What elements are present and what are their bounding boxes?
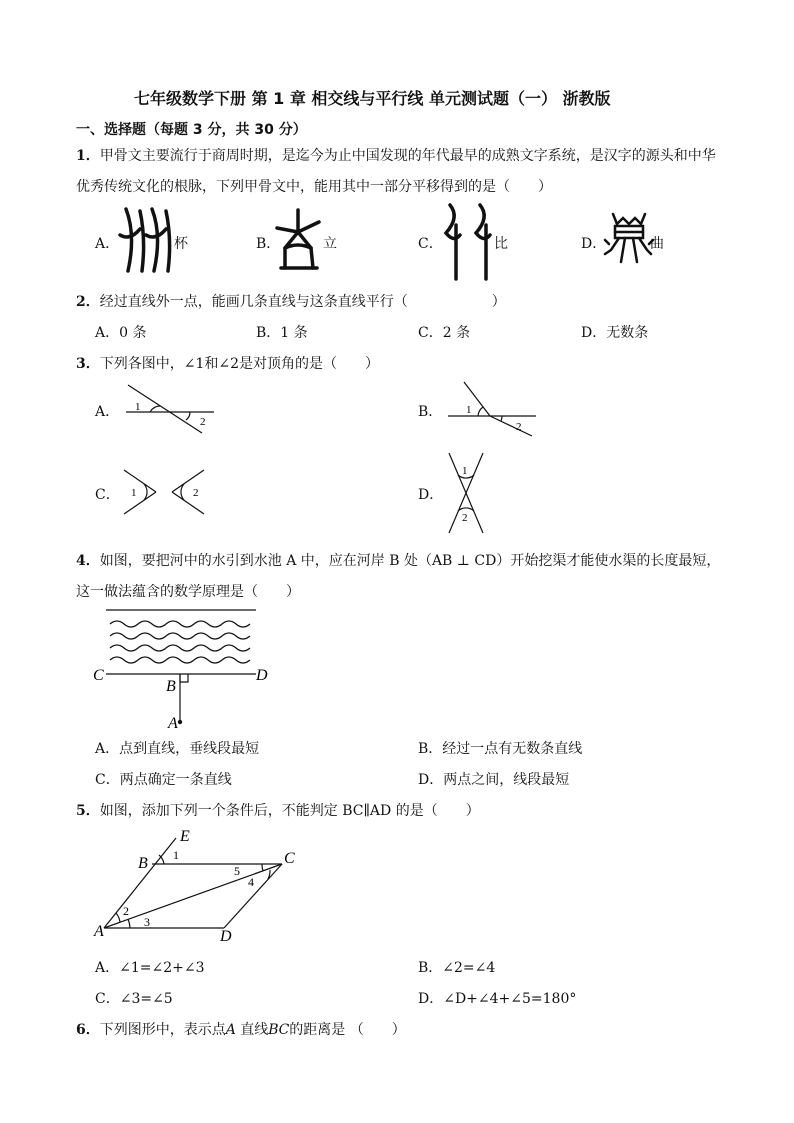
question-3 — [76, 353, 379, 373]
label-b: B — [166, 678, 176, 695]
label-a: A — [94, 923, 104, 940]
q4-option-c[interactable]: C．两点确定一条直线 — [95, 772, 232, 788]
question-number: 4． — [76, 553, 100, 569]
angle-label-2: 2 — [193, 487, 199, 499]
q3-figure-a — [122, 382, 222, 438]
q1-glyph-label-c: 比 — [494, 236, 508, 252]
label-d: D — [220, 928, 232, 945]
question-2 — [76, 291, 506, 311]
question-6 — [76, 1019, 406, 1039]
angle-label-1: 1 — [173, 848, 179, 862]
question-number: 5． — [76, 803, 100, 819]
question-text: 下列图形中，表示点𝐴 直线𝐵𝐶的距离是 （ ） — [99, 1022, 406, 1038]
q3-figure-d — [443, 451, 493, 535]
label-a: A — [168, 715, 178, 732]
q1-option-a[interactable] — [95, 233, 119, 253]
q1-option-c[interactable] — [418, 233, 443, 253]
angle-label-5: 5 — [234, 864, 240, 878]
q2-option-c[interactable]: C．2 条 — [418, 325, 471, 341]
option-letter: D． — [581, 236, 607, 252]
q2-option-a[interactable]: A．0 条 — [95, 325, 147, 341]
oracle-glyph-c — [440, 203, 498, 281]
question-text: 下列各图中，∠1和∠2是对顶角的是（ ） — [99, 356, 380, 372]
angle-label-1: 1 — [131, 487, 137, 499]
angle-label-2: 2 — [516, 421, 522, 433]
q5-parallelogram-figure — [92, 828, 322, 948]
section-heading: 一、选择题（每题 3 分，共 30 分） — [76, 122, 307, 138]
angle-label-3: 3 — [144, 915, 150, 929]
q4-option-b[interactable]: B．经过一点有无数条直线 — [418, 741, 583, 757]
oracle-glyph-a — [118, 205, 178, 273]
q1-glyph-label-b: 立 — [323, 236, 337, 252]
q3-option-d[interactable]: D． — [418, 487, 444, 503]
question-4-line2: 这一做法蕴含的数学原理是（ ） — [76, 584, 300, 600]
q4-option-d[interactable]: D．两点之间，线段最短 — [418, 772, 570, 788]
option-letter: A． — [95, 236, 120, 252]
question-text: 经过直线外一点，能画几条直线与这条直线平行（ ） — [99, 294, 506, 310]
question-4-line1 — [76, 550, 720, 570]
q3-option-a[interactable]: A． — [95, 404, 120, 420]
angle-label-2: 2 — [462, 512, 468, 524]
q5-option-c[interactable]: C．∠3=∠5 — [95, 991, 173, 1007]
question-text: 如图，添加下列一个条件后，不能判定 BC∥AD 的是（ ） — [99, 803, 480, 819]
question-5 — [76, 800, 480, 820]
q4-river-figure — [92, 604, 292, 734]
q3-option-b[interactable]: B． — [418, 404, 443, 420]
option-letter: B． — [256, 236, 281, 252]
angle-label-2: 2 — [123, 904, 129, 918]
q5-option-b[interactable]: B．∠2=∠4 — [418, 960, 496, 976]
label-d: D — [256, 667, 268, 684]
q5-option-d[interactable]: D．∠D+∠4+∠5=180° — [418, 991, 577, 1007]
question-text: 如图，要把河中的水引到水池 A 中，应在河岸 B 处（AB ⊥ CD）开始挖渠才能使水渠的长度最短， — [99, 553, 721, 569]
angle-label-4: 4 — [248, 875, 254, 889]
q3-figure-b — [446, 380, 546, 440]
angle-label-1: 1 — [466, 404, 472, 416]
page-title: 七年级数学下册 第 1 章 相交线与平行线 单元测试题（一） 浙教版 — [134, 89, 611, 108]
q2-option-d[interactable]: D．无数条 — [581, 325, 649, 341]
angle-label-1: 1 — [135, 401, 141, 413]
label-b: B — [138, 855, 148, 872]
question-number: 1． — [76, 148, 100, 164]
question-text: 甲骨文主要流行于商周时期，是迄今为止中国发现的年代最早的成熟文字系统，是汉字的源头和中华 — [99, 148, 716, 164]
angle-label-1: 1 — [462, 465, 468, 477]
q3-option-c[interactable]: C． — [95, 487, 120, 503]
label-e: E — [180, 828, 190, 845]
label-c: C — [284, 850, 295, 867]
q2-option-b[interactable]: B．1 条 — [256, 325, 308, 341]
oracle-glyph-b — [273, 208, 323, 272]
question-number: 2． — [76, 294, 100, 310]
q3-figure-c — [122, 468, 222, 516]
question-1-line1 — [76, 145, 716, 165]
label-c: C — [93, 667, 104, 684]
angle-label-2: 2 — [200, 416, 206, 428]
question-number: 6． — [76, 1022, 100, 1038]
oracle-glyph-d — [603, 210, 653, 274]
question-1-line2: 优秀传统文化的根脉，下列甲骨文中，能用其中一部分平移得到的是（ ） — [76, 179, 552, 195]
q4-option-a[interactable]: A．点到直线，垂线段最短 — [95, 741, 260, 757]
point-a-dot — [178, 720, 182, 724]
q5-option-a[interactable]: A．∠1=∠2+∠3 — [95, 960, 205, 976]
option-letter: C． — [418, 236, 443, 252]
question-number: 3． — [76, 356, 100, 372]
q1-glyph-label-a: 杯 — [174, 236, 188, 252]
q1-glyph-label-d: 曲 — [650, 236, 664, 252]
